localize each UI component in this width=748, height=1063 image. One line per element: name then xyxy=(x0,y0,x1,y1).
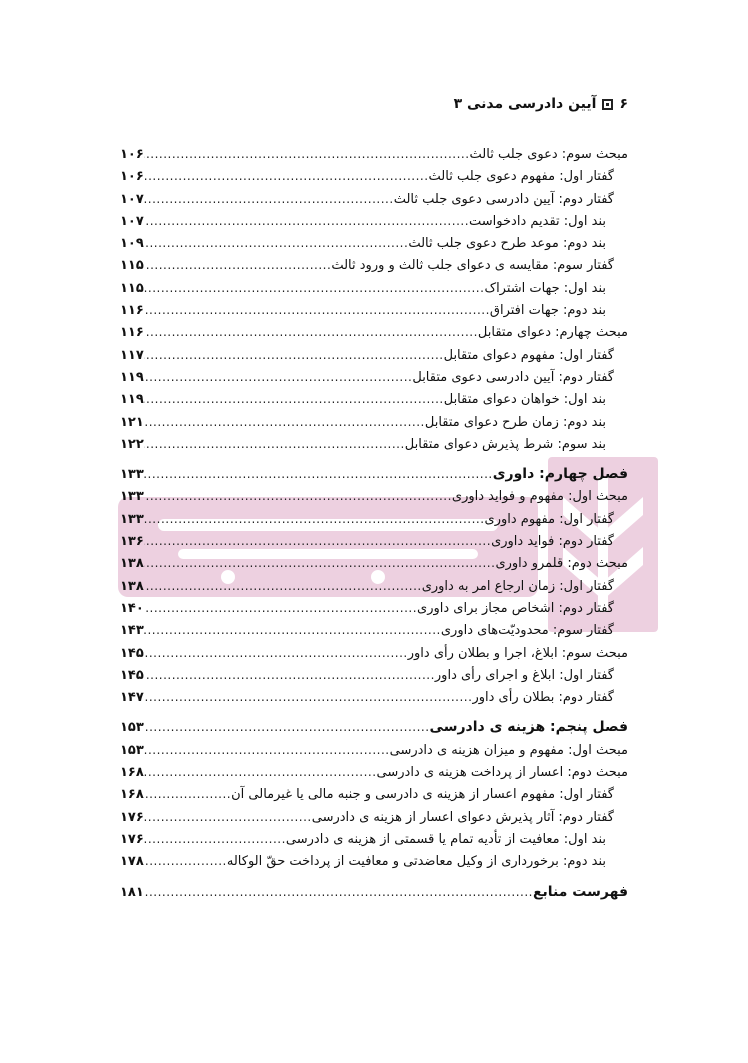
dot-leader xyxy=(144,881,533,903)
toc-entry xyxy=(120,232,628,254)
toc-entry-title: گفتار اول: زمان ارجاع امر به داوری xyxy=(421,578,614,594)
toc-entry xyxy=(120,411,628,433)
toc-entry xyxy=(120,188,628,210)
toc-entry-title: فهرست منابع xyxy=(532,883,628,900)
toc-entry xyxy=(120,716,628,738)
toc-entry xyxy=(120,530,628,552)
dot-leader xyxy=(144,188,394,210)
toc-entry xyxy=(120,277,628,299)
toc-entry xyxy=(120,552,628,574)
toc-entry-page-number: ۱۳۶ xyxy=(120,534,144,550)
toc-entry-page-number: ۱۴۵ xyxy=(120,645,144,661)
toc-entry-title: گفتار دوم: بطلان رأی داور xyxy=(472,690,614,706)
dot-leader xyxy=(144,165,429,187)
dot-leader xyxy=(144,485,452,507)
toc-entry-title: گفتار سوم: محدودیّت‌های داوری xyxy=(440,623,614,639)
toc-entry xyxy=(120,619,628,641)
toc-entry-page-number: ۱۷۶ xyxy=(120,831,144,847)
toc-entry-title: بند اول: جهات اشتراک xyxy=(484,280,606,296)
toc-entry-title: بند دوم: زمان طرح دعوای متقابل xyxy=(424,414,606,430)
toc-entry-title: گفتار اول: مفهوم دعوای متقابل xyxy=(443,347,614,363)
toc-entry xyxy=(120,366,628,388)
toc-entry xyxy=(120,642,628,664)
toc-entry xyxy=(120,828,628,850)
toc-entry xyxy=(120,850,628,872)
dot-leader xyxy=(144,299,490,321)
toc-entry-page-number: ۱۸۱ xyxy=(120,884,144,900)
toc-entry xyxy=(120,254,628,276)
toc-entry-title: گفتار اول: ابلاغ و اجرای رأی داور xyxy=(434,667,614,683)
toc-entry-title: گفتار اول: مفهوم اعسار از هزینه ی دادرسی و جنبه مالی یا غیرمالی آن xyxy=(231,787,614,803)
toc-entry-page-number: ۱۴۷ xyxy=(120,690,144,706)
toc-entry xyxy=(120,433,628,455)
dot-leader xyxy=(144,575,422,597)
toc-entry xyxy=(120,299,628,321)
toc-entry-page-number: ۱۱۵ xyxy=(120,280,144,296)
toc-entry xyxy=(120,664,628,686)
toc-entry-title: مبحث چهارم: دعوای متقابل xyxy=(477,325,628,341)
toc-entry-title: گفتار دوم: آیین دادرسی دعوی متقابل xyxy=(412,369,614,385)
toc-entry-title: گفتار دوم: آیین دادرسی دعوی جلب ثالث xyxy=(393,191,614,207)
toc-entry-title: مبحث دوم: قلمرو داوری xyxy=(495,556,628,572)
toc-entry-page-number: ۱۱۹ xyxy=(120,392,144,408)
square-ornament-icon xyxy=(602,99,613,110)
toc-entry-page-number: ۱۱۶ xyxy=(120,325,144,341)
dot-leader xyxy=(144,411,425,433)
toc-entry-page-number: ۱۰۶ xyxy=(120,147,144,162)
toc-entry-page-number: ۱۳۸ xyxy=(120,556,144,572)
toc-entry xyxy=(120,388,628,410)
toc-entry-page-number: ۱۲۲ xyxy=(120,436,144,452)
toc-entry-title: گفتار دوم: آثار پذیرش دعوای اعسار از هزینه ی دادرسی xyxy=(311,809,614,825)
toc-entry-page-number: ۱۱۶ xyxy=(120,303,144,319)
toc-entry-page-number: ۱۳۳ xyxy=(120,467,144,483)
toc-entry-title: مبحث اول: مفهوم و میزان هزینه ی دادرسی xyxy=(389,742,628,758)
toc-entry xyxy=(120,597,628,619)
toc-entry-title: بند دوم: برخورداری از وکیل معاضدتی و معافیت از پرداخت حقّ الوکاله xyxy=(226,854,606,870)
dot-leader xyxy=(144,210,469,232)
toc-entry-page-number: ۱۰۷ xyxy=(120,191,144,207)
toc-entry-title: بند دوم: موعد طرح دعوی جلب ثالث xyxy=(408,236,606,252)
toc-entry-page-number: ۱۰۶ xyxy=(120,169,144,185)
toc-entry xyxy=(120,463,628,485)
toc-entry-page-number: ۱۷۸ xyxy=(120,854,144,870)
toc-entry-page-number: ۱۶۸ xyxy=(120,765,144,781)
dot-leader xyxy=(144,508,485,530)
table-of-contents xyxy=(120,143,628,903)
dot-leader xyxy=(144,686,473,708)
dot-leader xyxy=(144,388,444,410)
dot-leader xyxy=(144,850,227,872)
dot-leader xyxy=(144,761,377,783)
dot-leader xyxy=(144,597,417,619)
toc-entry-title: گفتار اول: مفهوم داوری xyxy=(484,511,614,527)
dot-leader xyxy=(144,716,430,738)
toc-entry-title: فصل چهارم: داوری xyxy=(492,466,628,483)
dot-leader xyxy=(144,530,491,552)
toc-entry xyxy=(120,143,628,165)
toc-entry-page-number: ۱۱۹ xyxy=(120,369,144,385)
dot-leader xyxy=(144,642,408,664)
toc-entry-page-number: ۱۱۵ xyxy=(120,258,144,274)
dot-leader xyxy=(144,366,413,388)
dot-leader xyxy=(144,828,286,850)
dot-leader xyxy=(144,277,485,299)
toc-entry-page-number: ۱۳۳ xyxy=(120,511,144,527)
toc-entry xyxy=(120,508,628,530)
dot-leader xyxy=(144,664,435,686)
toc-entry xyxy=(120,321,628,343)
toc-entry-title: گفتار اول: مفهوم دعوی جلب ثالث xyxy=(428,169,614,185)
header-book-title: آیین دادرسی مدنی ۳ xyxy=(453,96,597,112)
dot-leader xyxy=(144,619,441,641)
toc-entry-title: بند اول: تقدیم دادخواست xyxy=(469,213,606,229)
toc-entry xyxy=(120,783,628,805)
toc-entry-title: بند سوم: شرط پذیرش دعوای متقابل xyxy=(404,436,606,452)
running-header xyxy=(120,96,628,112)
toc-entry-title: مبحث سوم: دعوی جلب ثالث xyxy=(469,147,628,162)
toc-entry-title: گفتار دوم: اشخاص مجاز برای داوری xyxy=(417,600,614,616)
toc-entry-page-number: ۱۰۹ xyxy=(120,236,144,252)
toc-entry xyxy=(120,485,628,507)
dot-leader xyxy=(144,552,496,574)
dot-leader xyxy=(144,783,231,805)
dot-leader xyxy=(144,739,390,761)
toc-entry-page-number: ۱۱۷ xyxy=(120,347,144,363)
dot-leader xyxy=(144,143,470,165)
toc-entry-title: بند اول: معافیت از تأدیه تمام یا قسمتی از هزینه ی دادرسی xyxy=(285,831,606,847)
toc-entry xyxy=(120,575,628,597)
dot-leader xyxy=(144,254,332,276)
toc-entry-title: بند دوم: جهات افتراق xyxy=(489,303,606,319)
toc-entry-title: مبحث دوم: اعسار از پرداخت هزینه ی دادرسی xyxy=(376,765,628,781)
dot-leader xyxy=(144,344,444,366)
dot-leader xyxy=(144,806,312,828)
toc-entry xyxy=(120,686,628,708)
dot-leader xyxy=(144,433,405,455)
toc-entry xyxy=(120,210,628,232)
toc-entry-page-number: ۱۵۳ xyxy=(120,720,144,736)
toc-entry-page-number: ۱۳۳ xyxy=(120,489,144,505)
toc-entry-page-number: ۱۲۱ xyxy=(120,414,144,430)
toc-entry-title: گفتار سوم: مقایسه ی دعوای جلب ثالث و ورود ثالث xyxy=(331,258,614,274)
toc-entry-title: مبحث اول: مفهوم و فواید داوری xyxy=(451,489,628,505)
toc-entry xyxy=(120,881,628,903)
toc-entry-page-number: ۱۴۰ xyxy=(120,600,144,616)
toc-entry-page-number: ۱۴۵ xyxy=(120,667,144,683)
header-page-number: ۶ xyxy=(619,96,628,112)
toc-entry-page-number: ۱۵۳ xyxy=(120,742,144,758)
toc-entry-page-number: ۱۰۷ xyxy=(120,213,144,229)
dot-leader xyxy=(144,232,409,254)
dot-leader xyxy=(144,321,478,343)
toc-entry xyxy=(120,165,628,187)
toc-entry-title: بند اول: خواهان دعوای متقابل xyxy=(443,392,606,408)
toc-entry-page-number: ۱۶۸ xyxy=(120,787,144,803)
toc-entry xyxy=(120,806,628,828)
toc-entry-title: مبحث سوم: ابلاغ، اجرا و بطلان رأی داور xyxy=(407,645,628,661)
toc-entry xyxy=(120,761,628,783)
toc-entry-page-number: ۱۷۶ xyxy=(120,809,144,825)
toc-entry xyxy=(120,344,628,366)
toc-entry-title: گفتار دوم: فواید داوری xyxy=(491,534,614,550)
toc-entry-title: فصل پنجم: هزینه ی دادرسی xyxy=(429,719,628,736)
toc-entry xyxy=(120,739,628,761)
toc-entry-page-number: ۱۳۸ xyxy=(120,578,144,594)
dot-leader xyxy=(144,463,493,485)
toc-entry-page-number: ۱۴۳ xyxy=(120,623,144,639)
